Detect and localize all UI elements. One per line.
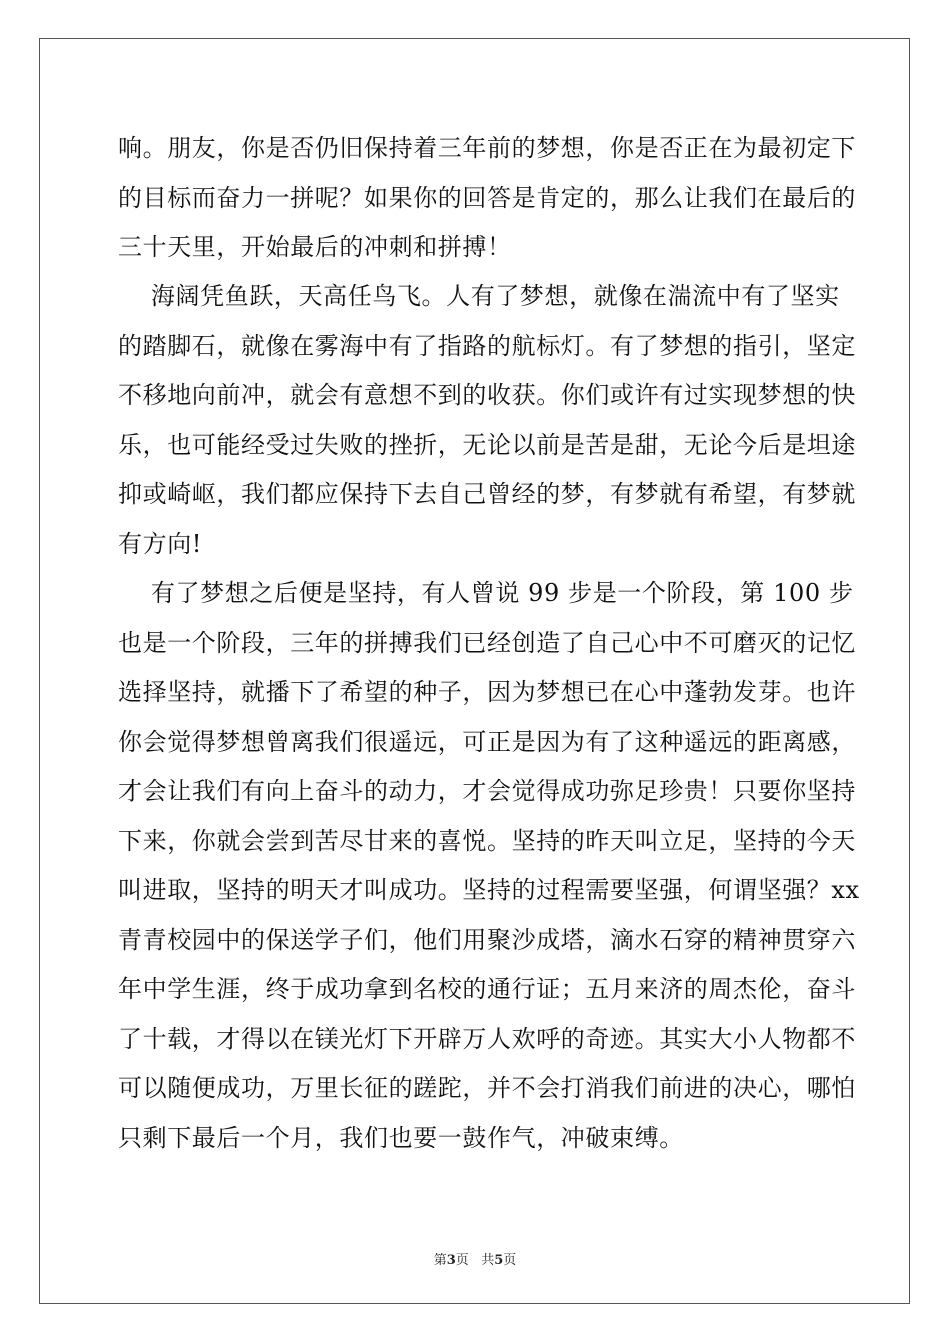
text-line: 海阔凭鱼跃，天高任鸟飞。人有了梦想，就像在湍流中有了坚实 <box>118 282 840 310</box>
page-suffix: 页 <box>455 1253 469 1268</box>
text-line: 选择坚持，就播下了希望的种子，因为梦想已在心中蓬勃发芽。也许 <box>118 678 856 706</box>
text-line: 有方向! <box>118 530 203 558</box>
text-line: 也是一个阶段，三年的拼搏我们已经创造了自己心中不可磨灭的记忆 <box>118 629 856 657</box>
text-line: 叫进取，坚持的明天才叫成功。坚持的过程需要坚强，何谓坚强？xx <box>118 876 860 904</box>
text-line: 乐，也可能经受过失败的挫折，无论以前是苦是甜，无论今后是坦途 <box>118 431 856 459</box>
text-line: 下来，你就会尝到苦尽甘来的喜悦。坚持的昨天叫立足，坚持的今天 <box>118 827 856 855</box>
text-line: 不移地向前冲，就会有意想不到的收获。你们或许有过实现梦想的快 <box>118 381 856 409</box>
text-line: 了十载，才得以在镁光灯下开辟万人欢呼的奇迹。其实大小人物都不 <box>118 1025 856 1053</box>
text-line: 青青校园中的保送学子们，他们用聚沙成塔，滴水石穿的精神贯穿六 <box>118 926 856 954</box>
total-prefix: 共 <box>481 1253 495 1268</box>
text-line: 可以随便成功，万里长征的蹉跎，并不会打消我们前进的决心，哪怕 <box>118 1074 856 1102</box>
text-line: 的踏脚石，就像在雾海中有了指路的航标灯。有了梦想的指引，坚定 <box>118 332 856 360</box>
page-prefix: 第 <box>433 1253 447 1268</box>
text-line: 年中学生涯，终于成功拿到名校的通行证；五月来济的周杰伦，奋斗 <box>118 975 856 1003</box>
text-line: 的目标而奋力一拼呢？如果你的回答是肯定的，那么让我们在最后的 <box>118 184 856 212</box>
page-frame <box>39 38 910 1304</box>
text-line: 有了梦想之后便是坚持，有人曾说 99 步是一个阶段，第 100 步 <box>118 579 854 607</box>
page-footer <box>0 1249 950 1268</box>
total-suffix: 页 <box>503 1253 517 1268</box>
text-line: 响。朋友，你是否仍旧保持着三年前的梦想，你是否正在为最初定下 <box>118 134 856 162</box>
text-line: 三十天里，开始最后的冲刺和拼搏！ <box>118 233 512 261</box>
text-line: 抑或崎岖，我们都应保持下去自己曾经的梦，有梦就有希望，有梦就 <box>118 480 856 508</box>
text-line: 你会觉得梦想曾离我们很遥远，可正是因为有了这种遥远的距离感， <box>118 728 856 756</box>
total-page-number: 5 <box>494 1253 504 1268</box>
text-line: 只剩下最后一个月，我们也要一鼓作气，冲破束缚。 <box>118 1124 684 1152</box>
text-line: 才会让我们有向上奋斗的动力，才会觉得成功弥足珍贵！只要你坚持 <box>118 777 856 805</box>
current-page-number: 3 <box>446 1253 456 1268</box>
